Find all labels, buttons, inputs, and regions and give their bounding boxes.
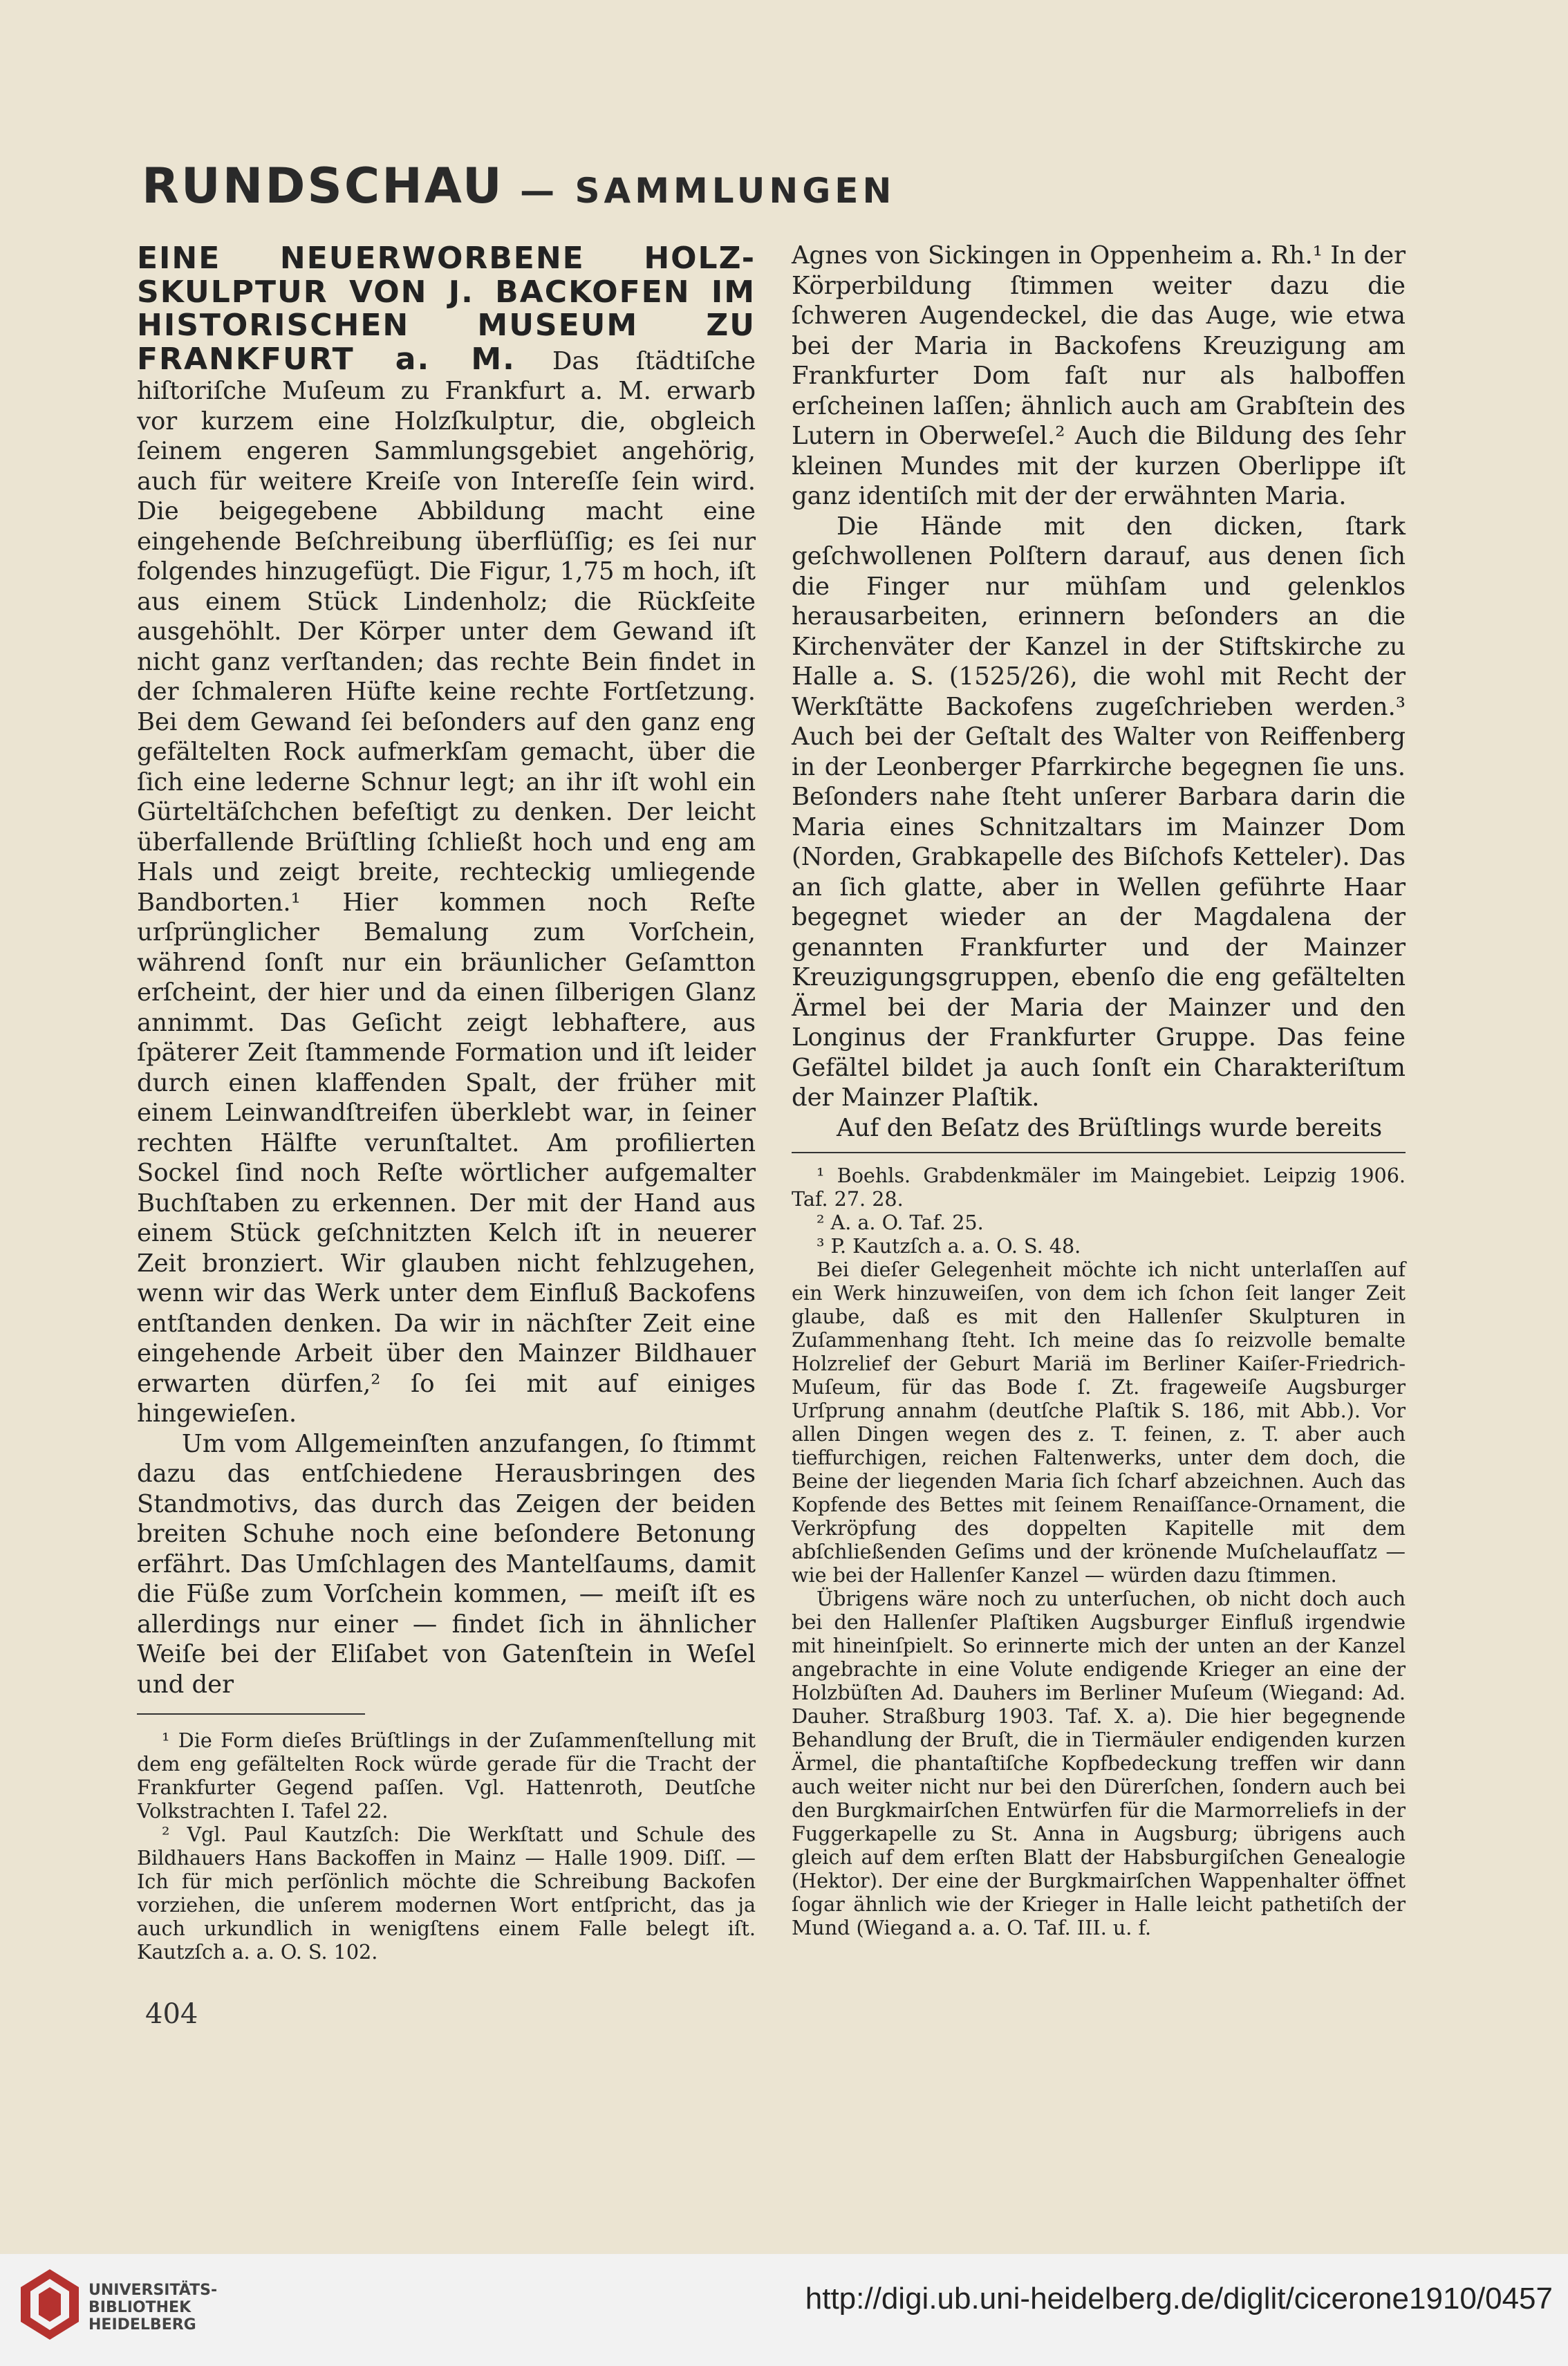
right-column: [792, 241, 1406, 1939]
library-name: [88, 2282, 217, 2334]
heading-main: RUNDSCHAU: [142, 158, 504, 214]
article-title: EINE NEUERWORBENE HOLZ-SKULPTUR VON J. BACKOFEN IM HISTORISCHEN MUSEUM ZU FRANKFURT a. M.: [137, 241, 756, 377]
footnote: ² A. a. O. Taf. 25.: [816, 1211, 984, 1234]
footnote: ² Vgl. Paul Kautzſch: Die Werkſtatt und Schule des Bildhauers Hans Backoffen in Mainz — Halle 1909. Diſſ. — Ich für mich perſönlich möchte die Schreibung Backofen vorziehen, die unſerem modernen Wort entſpricht, das ja auch urkundlich in wenigſtens einem Falle belegt iſt. Kautzſch a. a. O. S. 102.: [137, 1823, 756, 1964]
footnote-divider: [137, 1713, 365, 1715]
source-url-link[interactable]: http://digi.ub.uni-heidelberg.de/diglit/cicerone1910/0457: [805, 2282, 1553, 2316]
footnote: ³ P. Kautzſch a. a. O. S. 48.: [816, 1234, 1081, 1258]
paragraph-text: Um vom Allgemeinſten anzufangen, ſo ſtimmt dazu das entſchiedene Herausbringen des Standmotivs, das durch das Zeigen der beiden breiten Schuhe noch eine beſondere Betonung erfährt. Das Umſchlagen des Mantelſaums, damit die Füße zum Vorſchein kommen, — meiſt iſt es allerdings nur einer — findet ſich in ähnlicher Weiſe bei der Eliſabet von Gatenſtein in Weſel und der: [137, 1429, 756, 1699]
footnotes-left: [137, 1729, 756, 1964]
footnote: Bei dieſer Gelegenheit möchte ich nicht unterlaſſen auf ein Werk hinzuweiſen, von dem ich ſchon ſeit langer Zeit glaube, daß es mit den Hallenſer Skulpturen in Zuſammenhang ſteht. Ich meine das ſo reizvolle bemalte Holzrelief der Geburt Mariä im Berliner Kaiſer-Friedrich-Muſeum, für das Bode ſ. Zt. frageweiſe Augsburger Urſprung annahm (deutſche Plaſtik S. 186, mit Abb.). Vor allen Dingen wegen des z. T. feinen, z. T. aber auch tieffurchigen, reichen Faltenwerks, unter dem doch, die Beine der liegenden Maria ſich ſcharf abzeichnen. Auch das Kopfende des Bettes mit ſeinem Renaiſſance-Ornament, die Verkröpfung des doppelten Kapitelle mit dem abſchließenden Geſims und der krönende Muſchelaufſatz — wie bei der Hallenſer Kanzel — würden dazu ſtimmen.: [792, 1258, 1406, 1587]
footnotes-right: [792, 1164, 1406, 1939]
article-first-paragraph: [137, 242, 756, 1429]
heading-sub: SAMMLUNGEN: [575, 171, 896, 211]
university-seal-icon: [15, 2266, 84, 2342]
paragraph-text: Agnes von Sickingen in Oppenheim a. Rh.¹ In der Körperbildung ſtimmen weiter dazu die ſchweren Augendeckel, die das Auge, wie etwa bei der Maria in Backofens Kreuzigung am Frankfurter Dom faſt nur als halboffen erſcheinen laſſen; ähnlich auch am Grabſtein des Lutern in Oberweſel.² Auch die Bildung des ſehr kleinen Mundes mit der kurzen Oberlippe iſt ganz identiſch mit der der erwähnten Maria.: [792, 241, 1406, 510]
library-footer: [0, 2254, 1568, 2366]
section-heading: [142, 158, 895, 214]
paragraph-text: Auf den Beſatz des Brüſtlings wurde bereits: [837, 1113, 1383, 1142]
library-name-line: BIBLIOTHEK: [88, 2299, 192, 2316]
left-column: [137, 241, 756, 1964]
footnote-divider: [792, 1152, 1406, 1153]
paragraph-text: Die Hände mit den dicken, ſtark geſchwollenen Polſtern darauf, aus denen ſich die Finger nur mühſam und gelenklos herausarbeiten, erinnern beſonders an die Kirchenväter der Kanzel in der Stiftskirche zu Halle a. S. (1525/26), die wohl mit Recht der Werkſtätte Backofens zugeſchrieben werden.³ Auch bei der Geſtalt des Walter von Reiffenberg in der Leonberger Pfarrkirche begegnen ſie uns. Beſonders nahe ſteht unſerer Barbara darin die Maria eines Schnitzaltars im Mainzer Dom (Norden, Grabkapelle des Biſchofs Ketteler). Das an ſich glatte, aber in Wellen geführte Haar begegnet wieder an der Magdalena der genannten Frankfurter und der Mainzer Kreuzigungsgruppen, ebenſo die eng gefältelten Ärmel bei der Maria der Mainzer und den Longinus der Frankfurter Gruppe. Das feine Gefältel bildet ja auch ſonſt ein Charakteriſtum der Mainzer Plaſtik.: [792, 512, 1406, 1112]
paragraph-text: Das ſtädtiſche hiſtoriſche Muſeum zu Frankfurt a. M. erwarb vor kurzem eine Holzſkulptur, die, obgleich ſeinem engeren Sammlungsgebiet angehörig, auch für weitere Kreiſe von Intereſſe ſein wird. Die beigegebene Abbildung macht eine eingehende Beſchreibung überflüſſig; es ſei nur folgendes hinzugefügt. Die Figur, 1,75 m hoch, iſt aus einem Stück Lindenholz; die Rückſeite ausgehöhlt. Der Körper unter dem Gewand iſt nicht ganz verſtanden; das rechte Bein findet in der ſchmaleren Hüfte keine rechte Fortſetzung. Bei dem Gewand ſei beſonders auf den ganz eng gefältelten Rock aufmerkſam gemacht, über die ſich eine lederne Schnur legt; an ihr iſt wohl ein Gürteltäſchchen befeſtigt zu denken. Der leicht überfallende Brüſtling ſchließt hoch und eng am Hals und zeigt breite, rechteckig umliegende Bandborten.¹ Hier kommen noch Reſte urſprünglicher Bemalung zum Vorſchein, während ſonſt nur ein bräunlicher Geſamtton erſcheint, der hier und da einen ſilberigen Glanz annimmt. Das Geſicht zeigt lebhaftere, aus ſpäterer Zeit ſtammende Formation und iſt leider durch einen klaffenden Spalt, der früher mit einem Leinwandſtreifen überklebt war, in ſeiner rechten Hälfte verunſtaltet. Am profilierten Sockel ſind noch Reſte wörtlicher aufgemalter Buchſtaben zu erkennen. Der mit der Hand aus einem Stück geſchnitzten Kelch iſt in neuerer Zeit bronziert. Wir glauben nicht fehlzugehen, wenn wir das Werk unter dem Einfluß Backofens entſtanden denken. Da wir in nächſter Zeit eine eingehende Arbeit über den Mainzer Bildhauer erwarten dürfen,² ſo ſei mit auf einiges hingewieſen.: [137, 346, 756, 1428]
footnote: Übrigens wäre noch zu unterſuchen, ob nicht doch auch bei den Hallenſer Plaſtiken Augsburger Einfluß irgendwie mit hineinſpielt. So erinnerte mich der unten an der Kanzel angebrachte in eine Volute endigende Krieger an eine der Holzbüſten Ad. Dauhers im Berliner Muſeum (Wiegand: Ad. Dauher. Straßburg 1903. Taf. X. a). Die hier begegnende Behandlung der Bruſt, die in Tiermäuler endigenden kurzen Ärmel, die phantaſtiſche Kopfbedeckung treffen wir dann auch weiter nicht nur bei den Dürerſchen, ſondern auch bei den Burgkmairſchen Entwürfen für die Marmorreliefs in der Fuggerkapelle zu St. Anna in Augsburg; übrigens auch gleich auf dem erſten Blatt der Habsburgiſchen Genealogie (Hektor). Der eine der Burgkmairſchen Wappenhalter öffnet ſogar ähnlich wie der Krieger in Halle leicht pathetiſch der Mund (Wiegand a. a. O. Taf. III. u. f.: [792, 1587, 1406, 1939]
library-name-line: HEIDELBERG: [88, 2316, 196, 2334]
library-name-line: UNIVERSITÄTS-: [88, 2282, 218, 2299]
heading-dash: —: [503, 171, 575, 211]
footnote: ¹ Die Form dieſes Brüſtlings in der Zuſammenſtellung mit dem eng gefältelten Rock würde gerade für die Tracht der Frankfurter Gegend paſſen. Vgl. Hattenroth, Deutſche Volkstrachten I. Tafel 22.: [137, 1729, 756, 1823]
footnote: ¹ Boehls. Grabdenkmäler im Maingebiet. Leipzig 1906. Taf. 27. 28.: [792, 1164, 1406, 1211]
page-number: 404: [145, 1998, 198, 2030]
